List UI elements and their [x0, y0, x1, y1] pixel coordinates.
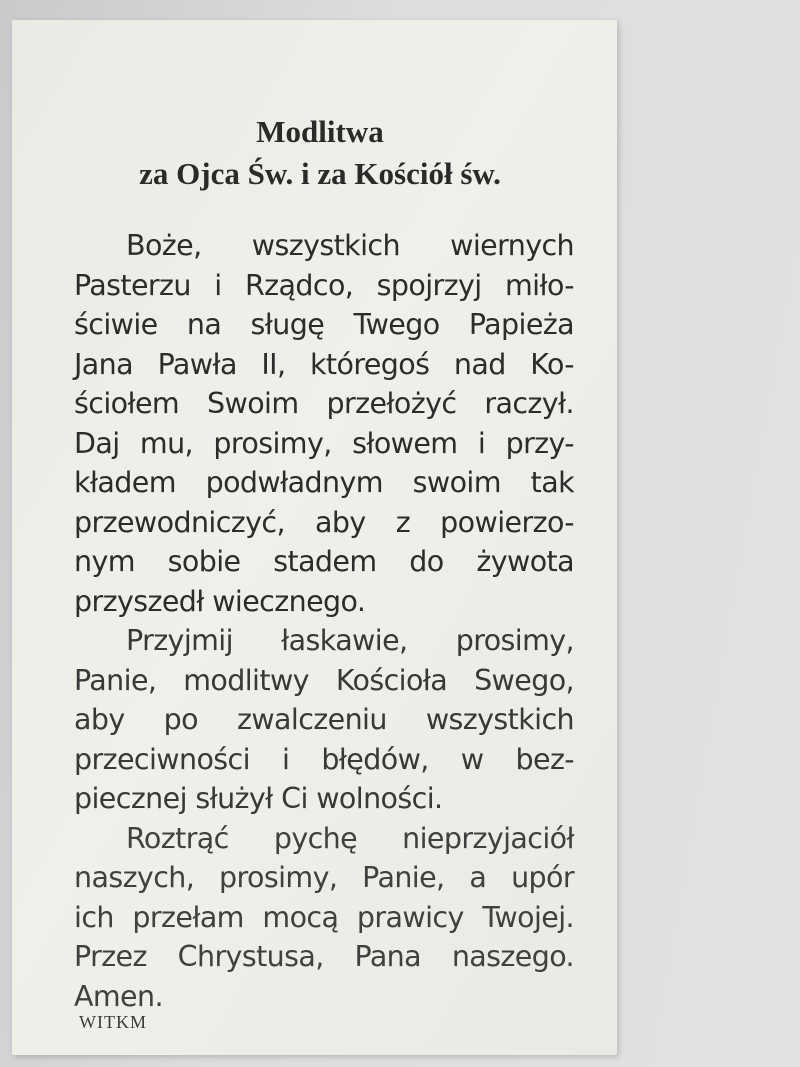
prayer-line: aby po zwalczeniu wszystkich: [74, 703, 574, 736]
prayer-line: Amen.: [74, 979, 163, 1013]
prayer-line: piecznej służył Ci wolności.: [74, 782, 443, 815]
prayer-line: Jana Pawła II, któregoś nad Ko-: [74, 347, 574, 381]
prayer-line: nym sobie stadem do żywota: [74, 545, 574, 578]
prayer-paragraph-1: [74, 226, 574, 621]
prayer-line: kładem podwładnym swoim tak: [74, 466, 574, 499]
prayer-paragraph-2: [74, 621, 574, 819]
prayer-line: Przyjmij łaskawie, prosimy,: [126, 624, 574, 657]
prayer-paragraph-3: [74, 819, 574, 1017]
publisher-mark: WITKM: [79, 1012, 147, 1032]
prayer-line: przewodniczyć, aby z powierzo-: [74, 505, 574, 539]
prayer-line: przyszedł wiecznego.: [74, 584, 366, 618]
prayer-line: Roztrąć pychę nieprzyjaciół: [126, 821, 574, 855]
prayer-line: Przez Chrystusa, Pana naszego.: [74, 940, 574, 973]
prayer-line: ściwie na sługę Twego Papieża: [74, 308, 574, 341]
prayer-line: przeciwności i błędów, w bez-: [74, 742, 574, 776]
prayer-title-line-1: Modlitwa: [256, 114, 384, 149]
prayer-text: [74, 226, 574, 1016]
prayer-line: Pasterzu i Rządco, spojrzyj miło-: [74, 268, 574, 302]
prayer-title-line-2: za Ojca Św. i za Kościół św.: [139, 156, 501, 191]
prayer-line: Daj mu, prosimy, słowem i przy-: [74, 426, 574, 460]
prayer-line: ściołem Swoim przełożyć raczył.: [74, 387, 574, 420]
prayer-line: Panie, modlitwy Kościoła Swego,: [74, 663, 574, 697]
prayer-line: naszych, prosimy, Panie, a upór: [74, 861, 574, 894]
prayer-line: Boże, wszystkich wiernych: [126, 229, 574, 262]
prayer-line: ich przełam mocą prawicy Twojej.: [74, 900, 574, 934]
